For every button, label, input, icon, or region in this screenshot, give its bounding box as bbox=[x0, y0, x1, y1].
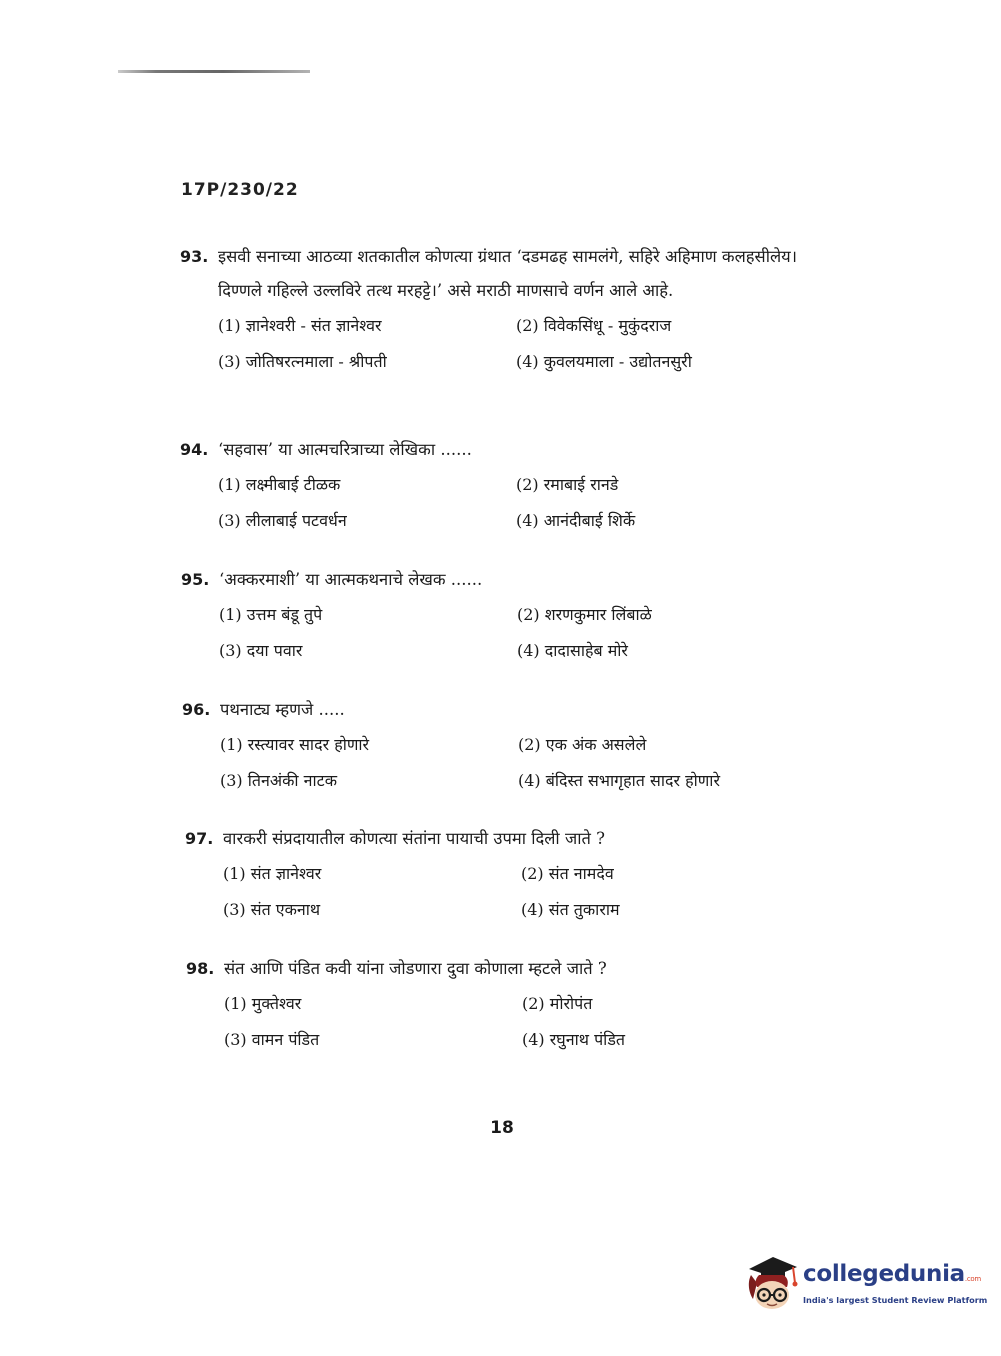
question-text: ‘अक्करमाशी’ या आत्मकथनाचे लेखक ...... bbox=[219, 570, 483, 589]
option-1: (1) मुक्तेश्वर bbox=[224, 994, 302, 1013]
question-number: 93. bbox=[180, 247, 209, 266]
question-stem bbox=[180, 433, 830, 467]
question-94 bbox=[180, 433, 830, 537]
option-1: (1) रस्त्यावर सादर होणारे bbox=[220, 735, 370, 754]
question-number: 97. bbox=[185, 829, 214, 848]
option-3: (3) तिनअंकी नाटक bbox=[220, 771, 338, 790]
option-3: (3) लीलाबाई पटवर्धन bbox=[218, 511, 347, 530]
option-3: (3) दया पवार bbox=[219, 641, 303, 660]
question-number: 94. bbox=[180, 440, 209, 459]
option-1: (1) उत्तम बंडू तुपे bbox=[219, 605, 323, 624]
paper-code: 17P/230/22 bbox=[181, 180, 299, 200]
question-96 bbox=[182, 693, 832, 797]
question-text: इसवी सनाच्या आठव्या शतकातील कोणत्या ग्रंथात ‘दडमढह सामलंगे, सहिरे अहिमाण कलहसीलेय। दिण्णले गहिल्ले उल्लविरे तत्थ मरहट्टे।’ असे मराठी माणसाचे वर्णन आले आहे. bbox=[218, 247, 797, 300]
question-number: 95. bbox=[181, 570, 210, 589]
question-stem bbox=[181, 563, 831, 597]
question-text: वारकरी संप्रदायातील कोणत्या संतांना पायाची उपमा दिली जाते ? bbox=[223, 829, 605, 848]
question-stem bbox=[182, 693, 832, 727]
question-text: संत आणि पंडित कवी यांना जोडणारा दुवा कोणाला म्हटले जाते ? bbox=[224, 959, 607, 978]
options bbox=[220, 729, 832, 797]
question-95 bbox=[181, 563, 831, 667]
collegedunia-logo bbox=[743, 1253, 988, 1313]
question-93 bbox=[180, 240, 830, 378]
option-2: (2) मोरोपंत bbox=[522, 994, 593, 1013]
option-3: (3) वामन पंडित bbox=[224, 1030, 320, 1049]
option-2: (2) शरणकुमार लिंबाळे bbox=[517, 605, 652, 624]
options bbox=[224, 988, 836, 1056]
option-2: (2) रमाबाई रानडे bbox=[516, 475, 619, 494]
option-4: (4) कुवलयमाला - उद्योतनसुरी bbox=[516, 352, 692, 371]
logo-name: collegedunia bbox=[803, 1261, 965, 1287]
student-mascot-icon bbox=[743, 1253, 801, 1313]
option-4: (4) रघुनाथ पंडित bbox=[522, 1030, 625, 1049]
question-stem bbox=[186, 952, 836, 986]
question-stem bbox=[180, 240, 830, 308]
logo-domain-suffix: .com bbox=[964, 1275, 981, 1283]
option-3: (3) संत एकनाथ bbox=[223, 900, 321, 919]
option-1: (1) लक्ष्मीबाई टीळक bbox=[218, 475, 341, 494]
option-1: (1) ज्ञानेश्वरी - संत ज्ञानेश्वर bbox=[218, 316, 382, 335]
question-97 bbox=[185, 822, 835, 926]
scan-artifact-line bbox=[118, 70, 310, 73]
page-number: 18 bbox=[490, 1118, 514, 1138]
option-2: (2) विवेकसिंधू - मुकुंदराज bbox=[516, 316, 672, 335]
option-4: (4) संत तुकाराम bbox=[521, 900, 620, 919]
options bbox=[219, 599, 831, 667]
logo-wordmark bbox=[803, 1261, 981, 1287]
option-2: (2) एक अंक असलेले bbox=[518, 735, 647, 754]
question-98 bbox=[186, 952, 836, 1056]
question-stem bbox=[185, 822, 835, 856]
option-4: (4) दादासाहेब मोरे bbox=[517, 641, 628, 660]
option-3: (3) जोतिषरत्नमाला - श्रीपती bbox=[218, 352, 387, 371]
option-4: (4) बंदिस्त सभागृहात सादर होणारे bbox=[518, 771, 721, 790]
option-1: (1) संत ज्ञानेश्वर bbox=[223, 864, 322, 883]
option-2: (2) संत नामदेव bbox=[521, 864, 614, 883]
options bbox=[218, 469, 830, 537]
question-text: ‘सहवास’ या आत्मचरित्राच्या लेखिका ...... bbox=[218, 440, 472, 459]
logo-tagline: India's largest Student Review Platform bbox=[803, 1295, 988, 1305]
options bbox=[223, 858, 835, 926]
option-4: (4) आनंदीबाई शिर्के bbox=[516, 511, 636, 530]
question-number: 98. bbox=[186, 959, 215, 978]
options bbox=[218, 310, 830, 378]
question-number: 96. bbox=[182, 700, 211, 719]
question-text: पथनाट्य म्हणजे ..... bbox=[220, 700, 345, 719]
